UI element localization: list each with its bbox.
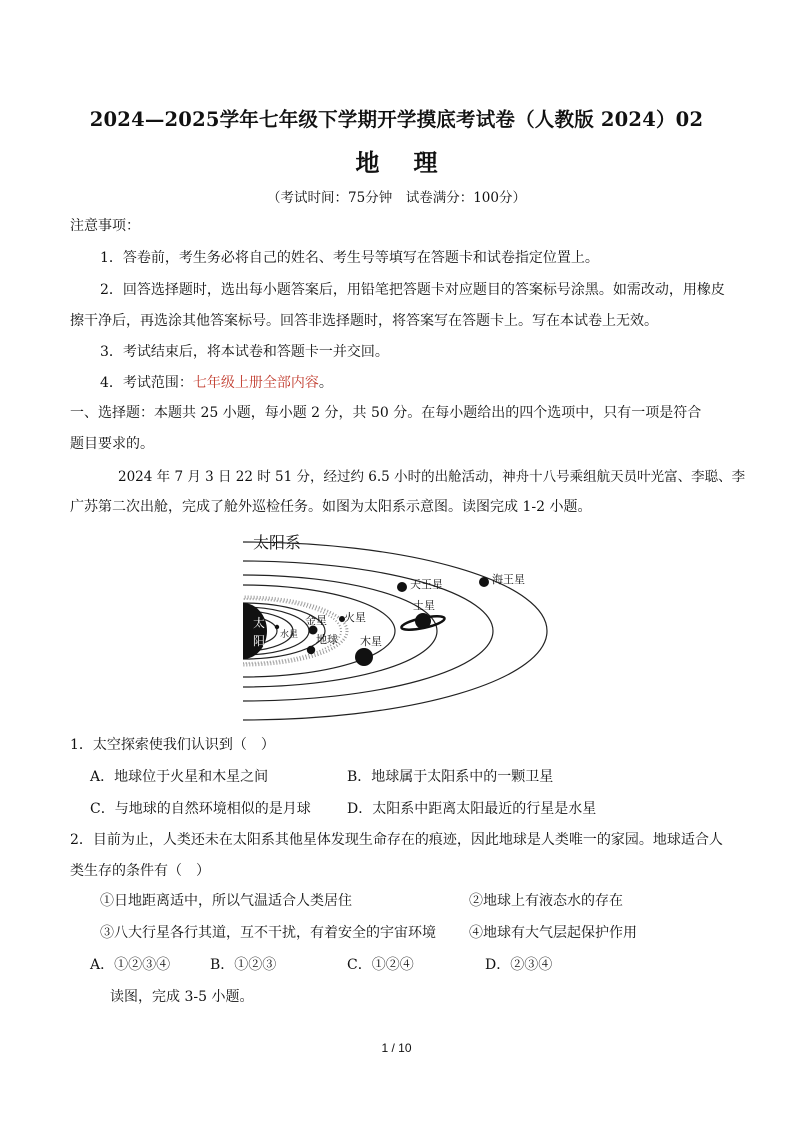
- q1-option-a: A．地球位于火星和木星之间: [90, 769, 269, 785]
- exam-info: （考试时间：75分钟 试卷满分：100分）: [267, 190, 526, 206]
- next-prompt: 读图，完成 3-5 小题。: [110, 989, 254, 1005]
- note-4-prefix: 4．考试范围：: [100, 375, 193, 391]
- sun-label-top: 太: [253, 616, 266, 630]
- note-2-line2: 擦干净后，再选涂其他答案标号。回答非选择题时，将答案写在答题卡上。写在本试卷上无效。: [70, 313, 658, 329]
- note-4-suffix: 。: [318, 375, 333, 391]
- figure-title: 太阳系: [253, 533, 302, 552]
- q2-statement-3: ③八大行星各行其道，互不干扰，有着安全的宇宙环境: [100, 925, 436, 941]
- q2-statement-1: ①日地距离适中，所以气温适合人类居住: [100, 893, 352, 909]
- mercury: [275, 625, 279, 629]
- subject-title: 地理: [355, 148, 472, 177]
- section-1-line1: 一、选择题：本题共 25 小题，每小题 2 分，共 50 分。在每小题给出的四个选项中，只有一项是符合: [70, 405, 702, 421]
- uranus: [397, 582, 407, 592]
- jupiter-label: 木星: [360, 635, 382, 648]
- uranus-label: 天王星: [410, 578, 443, 591]
- sun: [243, 603, 267, 659]
- saturn: [415, 613, 431, 629]
- neptune-label: 海王星: [492, 573, 525, 586]
- saturn-label: 土星: [413, 599, 435, 612]
- page-number: 1 / 10: [381, 1041, 412, 1055]
- venus-label: 金星: [305, 614, 327, 627]
- exam-title: 2024—2025学年七年级下学期开学摸底考试卷（人教版 2024）02: [89, 108, 704, 131]
- mercury-label: 水星: [280, 630, 299, 640]
- q2-statement-4: ④地球有大气层起保护作用: [469, 925, 637, 941]
- q1-option-b: B．地球属于太阳系中的一颗卫星: [347, 769, 554, 785]
- note-3: 3．考试结束后，将本试卷和答题卡一并交回。: [100, 344, 389, 360]
- earth-label: 地球: [316, 633, 338, 646]
- neptune: [479, 577, 489, 587]
- passage-line2: 广苏第二次出舱，完成了舱外巡检任务。如图为太阳系示意图。读图完成 1-2 小题。: [70, 499, 592, 515]
- sun-edge: [243, 603, 246, 659]
- note-2-line1: 2．回答选择题时，选出每小题答案后，用铅笔把答题卡对应题目的答案标号涂黑。如需改动，用橡皮: [100, 282, 725, 298]
- q2-option-a: A．①②③④: [90, 957, 171, 973]
- solar-system-figure: [243, 527, 553, 723]
- notes-heading: 注意事项：: [70, 218, 140, 234]
- jupiter: [355, 648, 373, 666]
- passage-line1: 2024 年 7 月 3 日 22 时 51 分，经过约 6.5 小时的出舱活动，神舟十八号乘组航天员叶光富、李聪、李: [118, 469, 746, 485]
- note-1: 1．答卷前，考生务必将自己的姓名、考生号等填写在答题卡和试卷指定位置上。: [100, 250, 599, 266]
- q2-option-c: C．①②④: [347, 957, 414, 973]
- earth: [307, 646, 315, 654]
- q1-stem: 1．太空探索使我们认识到（ ）: [70, 737, 275, 753]
- section-1-line2: 题目要求的。: [70, 436, 154, 452]
- q1-option-d: D．太阳系中距离太阳最近的行星是水星: [347, 801, 597, 817]
- note-4: [100, 373, 333, 393]
- q2-option-b: B．①②③: [210, 957, 277, 973]
- q2-stem-line1: 2．目前为止，人类还未在太阳系其他星体发现生命存在的痕迹，因此地球是人类唯一的家园。地球适合人: [70, 832, 723, 848]
- q2-option-d: D．②③④: [485, 957, 553, 973]
- q2-stem-line2: 类生存的条件有（ ）: [70, 863, 210, 879]
- sun-label-bottom: 阳: [253, 634, 266, 648]
- q1-option-c: C．与地球的自然环境相似的是月球: [90, 801, 311, 817]
- q2-statement-2: ②地球上有液态水的存在: [469, 893, 623, 909]
- mars-label: 火星: [344, 611, 366, 624]
- note-4-range: 七年级上册全部内容: [192, 375, 319, 391]
